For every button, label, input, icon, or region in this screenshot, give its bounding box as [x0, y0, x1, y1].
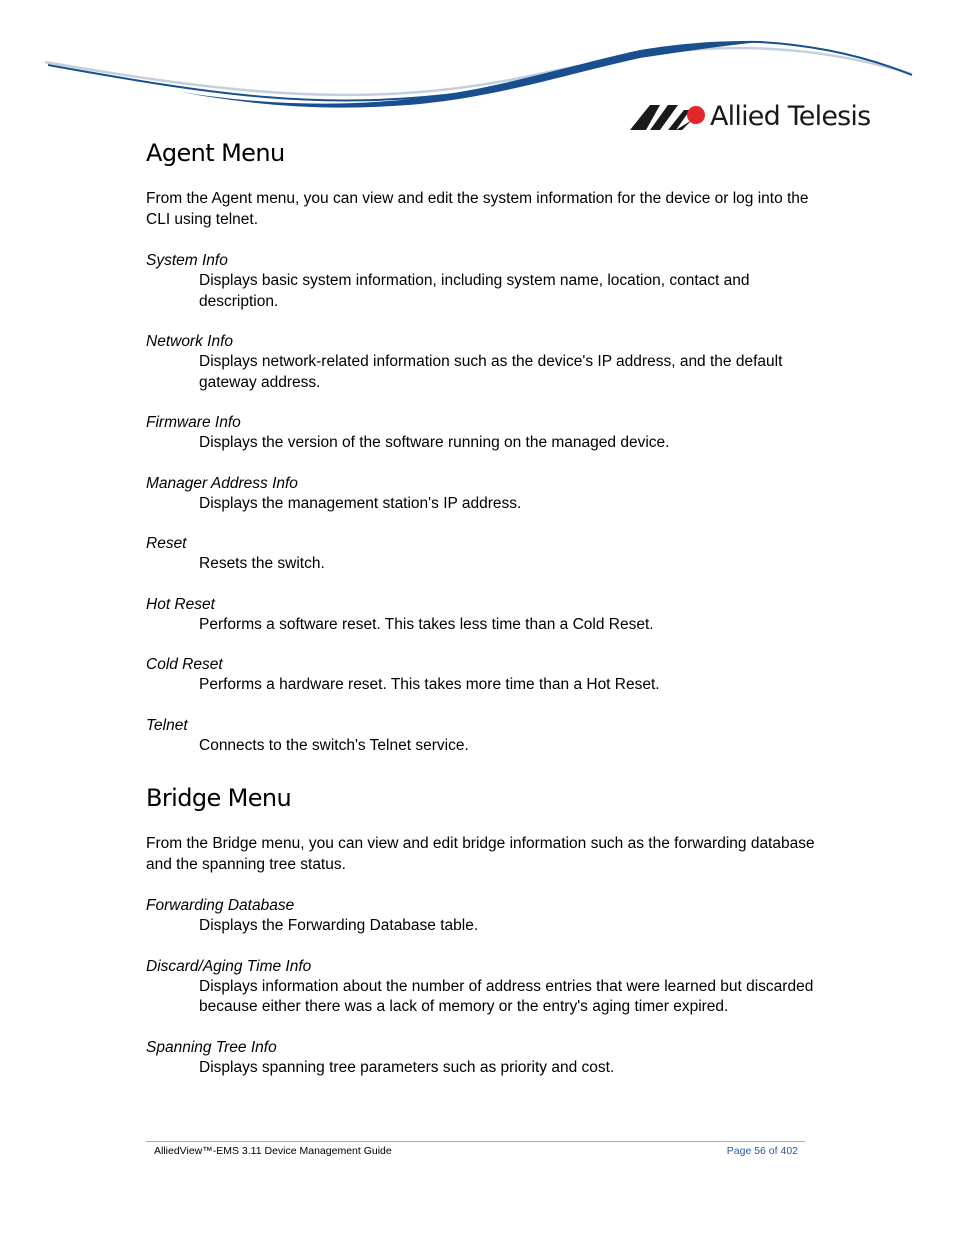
- desc-hot-reset: Performs a software reset. This takes less time than a Cold Reset.: [199, 615, 654, 633]
- section-intro: From the Agent menu, you can view and edit the system information for the device or log into the CLI using telnet.: [146, 190, 809, 228]
- desc-manager-address-info: Displays the management station's IP address.: [199, 494, 522, 512]
- term-discard-aging-time-info: Discard/Aging Time Info: [146, 957, 312, 975]
- desc-discard-aging-time-info: Displays information about the number of address entries that were learned but discarded because either there was a lack of memory or the entry's aging timer expired.: [199, 977, 814, 1015]
- term-network-info: Network Info: [146, 333, 234, 350]
- desc-spanning-tree-info: Displays spanning tree parameters such as priority and cost.: [199, 1058, 615, 1076]
- section-intro: From the Bridge menu, you can view and edit bridge information such as the forwarding database and the spanning tree status.: [146, 835, 815, 873]
- footer-divider: [146, 1141, 805, 1142]
- term-cold-reset: Cold Reset: [146, 656, 223, 673]
- footer-page-number: Page 56 of 402: [726, 1145, 798, 1157]
- term-telnet: Telnet: [146, 716, 188, 734]
- term-spanning-tree-info: Spanning Tree Info: [146, 1038, 277, 1056]
- logo-text: Allied Telesis: [710, 101, 871, 132]
- term-firmware-info: Firmware Info: [146, 414, 241, 431]
- desc-firmware-info: Displays the version of the software running on the managed device.: [199, 434, 670, 451]
- section-title-agent-menu: Agent Menu: [146, 139, 285, 167]
- desc-telnet: Connects to the switch's Telnet service.: [199, 736, 469, 754]
- desc-system-info: Displays basic system information, including system name, location, contact and description.: [199, 272, 750, 310]
- term-manager-address-info: Manager Address Info: [146, 474, 298, 492]
- desc-forwarding-database: Displays the Forwarding Database table.: [199, 917, 479, 934]
- term-forwarding-database: Forwarding Database: [146, 897, 295, 914]
- term-reset: Reset: [146, 535, 187, 552]
- logo-mark-icon: [630, 102, 706, 132]
- desc-cold-reset: Performs a hardware reset. This takes more time than a Hot Reset.: [199, 676, 660, 693]
- footer-document-title: AlliedView™-EMS 3.11 Device Management Guide: [154, 1145, 392, 1157]
- allied-telesis-logo: [630, 100, 870, 134]
- desc-reset: Resets the switch.: [199, 555, 325, 572]
- section-title-bridge-menu: Bridge Menu: [146, 784, 292, 812]
- term-hot-reset: Hot Reset: [146, 595, 215, 613]
- document-content: [146, 138, 816, 1078]
- desc-network-info: Displays network-related information such as the device's IP address, and the default gateway address.: [199, 353, 783, 391]
- term-system-info: System Info: [146, 252, 228, 269]
